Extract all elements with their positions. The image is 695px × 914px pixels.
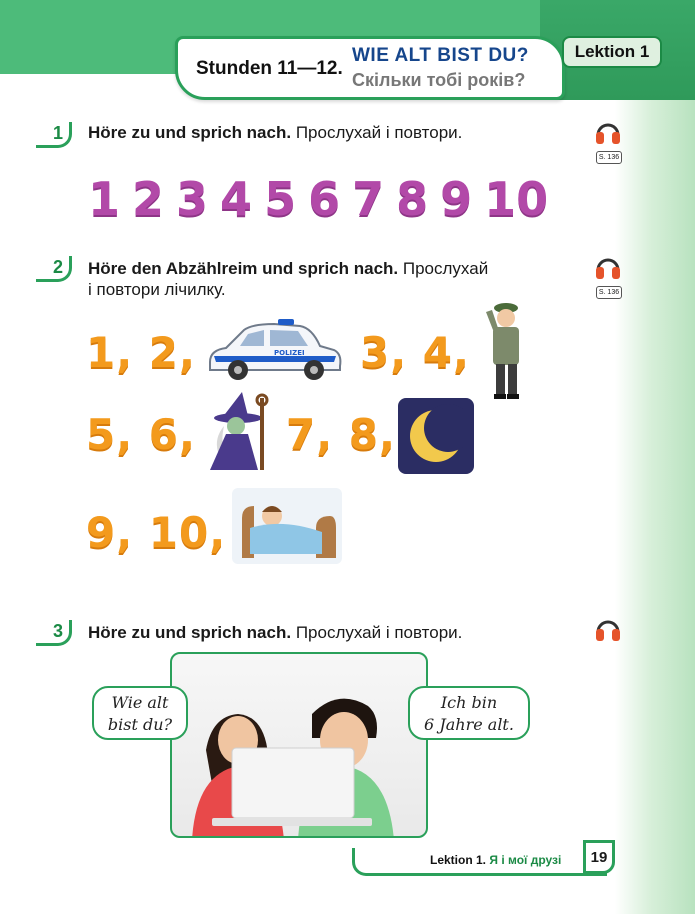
footer-running-head [430,853,561,867]
bubble-left-line1: Wie alt [111,693,169,712]
task-number-1: 1 [36,122,72,148]
police-car-picture [204,316,344,384]
witch-picture [202,392,276,472]
lesson-hours: Stunden 11—12. [196,58,343,79]
task-1-text-ua: Прослухай і повтори. [291,123,463,142]
page-number: 19 [583,840,615,874]
sleeping-child-picture [232,488,342,564]
headphones-icon[interactable] [593,614,623,644]
children-photo [170,652,428,838]
bubble-left-line2: bist du? [107,715,173,734]
moon-picture [398,398,474,474]
audio-page-ref-2: S. 136 [596,286,622,299]
headphones-icon[interactable] [593,252,623,282]
rhyme-7-8: 7, 8, [286,410,396,459]
bubble-right-line1: Ich bin [440,693,498,712]
rhyme-9-10: 9, 10, [86,508,227,557]
footer-chapter-title: Я і мої друзі [489,853,562,867]
task-1-text-de: Höre zu und sprich nach. [88,123,292,142]
numbers-row [88,172,548,226]
speech-bubble-right [408,686,530,740]
page-title-ukrainian: Скільки тобі років? [352,70,526,90]
number-10: 10 [484,172,549,226]
page-title-german: WIE ALT BIST DU? [352,45,529,66]
task-2-text-de: Höre den Abzählreim und sprich nach. [88,259,399,278]
number-7: 7 [352,172,385,226]
task-1-instruction [88,122,462,143]
audio-page-ref-1: S. 136 [596,151,622,164]
bubble-right-line2: 6 Jahre alt. [424,715,514,734]
side-gradient-strip [615,0,695,914]
footer-lektion: Lektion 1. [430,853,487,867]
number-3: 3 [176,172,209,226]
rhyme-1-2: 1, 2, [86,328,196,377]
rhyme-3-4: 3, 4, [360,328,470,377]
task-3-text-de: Höre zu und sprich nach. [88,623,292,642]
number-8: 8 [396,172,429,226]
task-2-text-ua-line2: і повтори лічилку. [88,280,226,299]
task-number-3: 3 [36,620,72,646]
headphones-icon[interactable] [593,117,623,147]
speech-bubble-left [92,686,188,740]
task-number-2: 2 [36,256,72,282]
number-2: 2 [132,172,165,226]
task-2-instruction [88,258,538,300]
task-3-instruction [88,622,462,643]
children-laptop-illustration [172,654,428,838]
number-4: 4 [220,172,253,226]
rhyme-5-6: 5, 6, [86,410,196,459]
police-car-label: POLIZEI [274,349,305,357]
task-2-text-ua: Прослухай [398,259,489,278]
number-5: 5 [264,172,297,226]
number-6: 6 [308,172,341,226]
soldier-picture [484,298,530,404]
lektion-tab: Lektion 1 [562,36,662,68]
task-3-text-ua: Прослухай і повтори. [291,623,463,642]
number-9: 9 [440,172,473,226]
number-1: 1 [88,172,121,226]
